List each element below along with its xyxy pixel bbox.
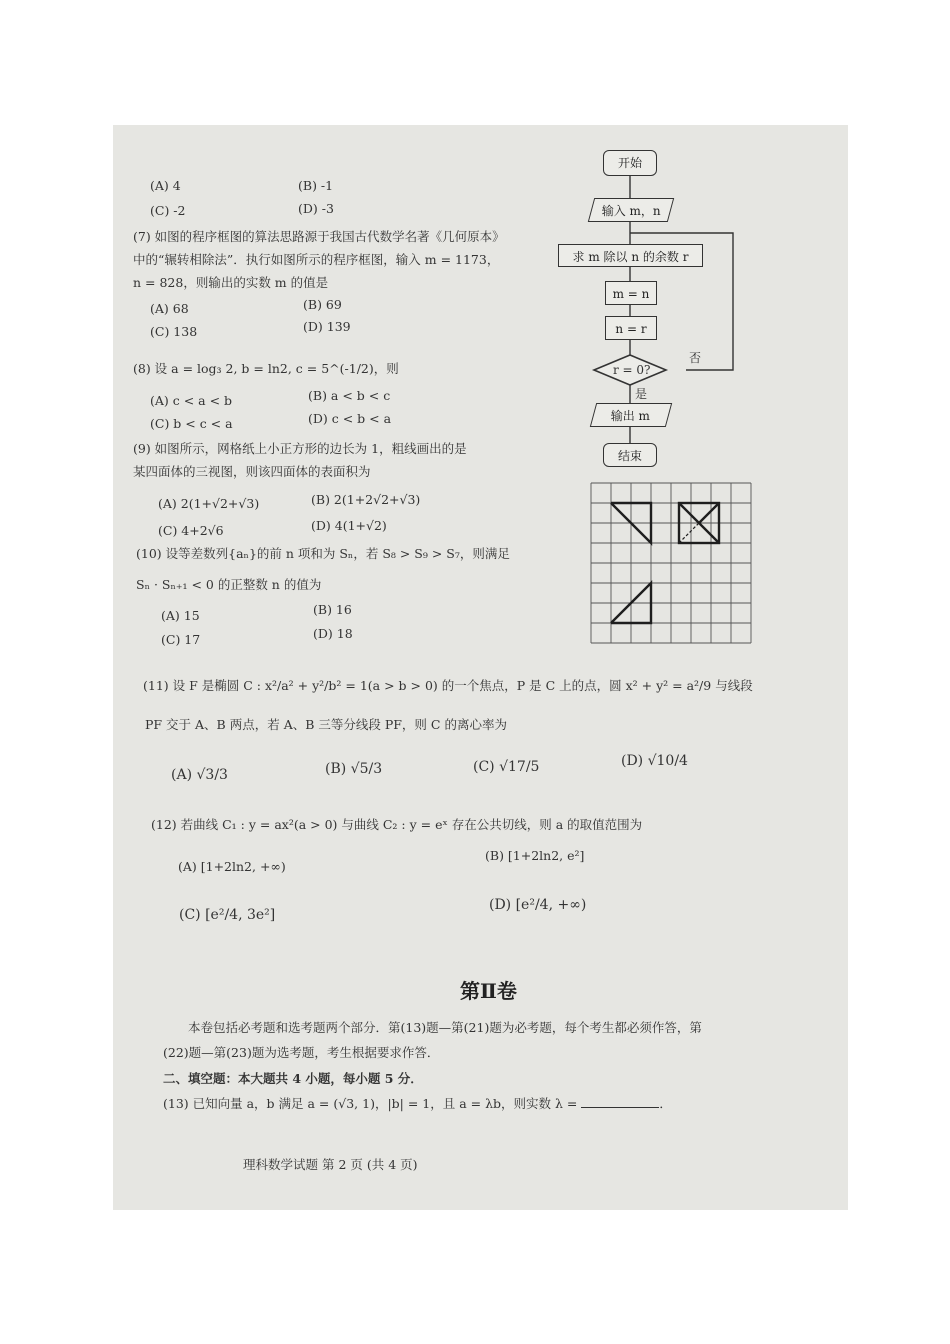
- q11-option-b: (B) √5/3: [325, 761, 383, 777]
- q12-stem: (12) 若曲线 C₁ : y = ax²(a > 0) 与曲线 C₂ : y = eˣ 存在公共切线，则 a 的取值范围为: [151, 817, 643, 832]
- q8-option-c: (C) b < c < a: [150, 416, 233, 431]
- q10-option-b: (B) 16: [313, 602, 352, 617]
- q12-option-a: (A) [1+2ln2, +∞): [178, 859, 286, 874]
- flow-assign-n: n = r: [605, 316, 657, 340]
- flow-assign-m: m = n: [605, 281, 657, 305]
- q8-stem: (8) 设 a = log₃ 2, b = ln2, c = 5^(-1/2)，则: [133, 361, 399, 376]
- q6-option-b: (B) -1: [298, 178, 334, 193]
- flow-output: 输出 m: [590, 403, 672, 427]
- q13-stem: (13) 已知向量 a，b 满足 a = (√3, 1)，|b| = 1，且 a = λb，则实数 λ = ．: [163, 1096, 672, 1111]
- flowchart-connectors: [113, 125, 848, 465]
- q12-option-d: (D) [e²/4, +∞): [489, 897, 587, 913]
- q7-line-2: 中的“辗转相除法”．执行如图所示的程序框图，输入 m = 1173，: [133, 252, 500, 267]
- q7-option-d: (D) 139: [303, 319, 351, 334]
- q10-line-1: (10) 设等差数列{aₙ}的前 n 项和为 Sₙ，若 S₈ > S₉ > S₇，则满足: [136, 546, 510, 561]
- q6-option-d: (D) -3: [298, 201, 334, 216]
- q12-option-b: (B) [1+2ln2, e²]: [485, 848, 585, 863]
- flow-remainder: 求 m 除以 n 的余数 r: [558, 244, 703, 267]
- q10-option-d: (D) 18: [313, 626, 353, 641]
- q11-line-1: (11) 设 F 是椭圆 C : x²/a² + y²/b² = 1(a > b > 0) 的一个焦点，P 是 C 上的点，圆 x² + y² = a²/9 与线段: [143, 678, 753, 693]
- q10-option-a: (A) 15: [161, 608, 200, 623]
- section-title: 第Ⅱ卷: [460, 979, 517, 1003]
- flow-yes-label: 是: [635, 387, 648, 401]
- flow-condition: r = 0?: [613, 363, 651, 377]
- q13-text: (13) 已知向量 a，b 满足 a = (√3, 1)，|b| = 1，且 a = λb，则实数 λ =: [163, 1096, 578, 1111]
- exam-page: [113, 125, 848, 1210]
- q7-option-a: (A) 68: [150, 301, 189, 316]
- section-intro-1: 本卷包括必考题和选考题两个部分．第(13)题—第(21)题为必考题，每个考生都必须作答，第: [188, 1020, 702, 1035]
- q8-option-b: (B) a < b < c: [308, 388, 391, 403]
- q11-option-d: (D) √10/4: [621, 753, 688, 769]
- page-footer: 理科数学试题 第 2 页 (共 4 页): [243, 1157, 418, 1172]
- q11-option-c: (C) √17/5: [473, 759, 540, 775]
- q9-option-d: (D) 4(1+√2): [311, 518, 387, 533]
- q9-line-2: 某四面体的三视图，则该四面体的表面积为: [133, 464, 371, 479]
- q8-option-a: (A) c < a < b: [150, 393, 233, 408]
- flow-start: 开始: [603, 150, 657, 176]
- q6-option-c: (C) -2: [150, 203, 186, 218]
- flow-end: 结束: [603, 443, 657, 467]
- q9-option-b: (B) 2(1+2√2+√3): [311, 492, 421, 507]
- three-view-diagram: [591, 483, 751, 643]
- q6-option-a: (A) 4: [150, 178, 181, 193]
- flow-no-label: 否: [689, 351, 702, 365]
- q9-option-c: (C) 4+2√6: [158, 523, 224, 538]
- q12-option-c: (C) [e²/4, 3e²]: [179, 907, 276, 923]
- q7-option-c: (C) 138: [150, 324, 198, 339]
- q8-option-d: (D) c < b < a: [308, 411, 392, 426]
- q13-answer-blank: [581, 1095, 659, 1108]
- q10-option-c: (C) 17: [161, 632, 201, 647]
- q9-option-a: (A) 2(1+√2+√3): [158, 496, 260, 511]
- fill-in-heading: 二、填空题：本大题共 4 小题，每小题 5 分．: [163, 1071, 423, 1086]
- q10-line-2: Sₙ · Sₙ₊₁ < 0 的正整数 n 的值为: [136, 577, 322, 592]
- section-intro-2: (22)题—第(23)题为选考题，考生根据要求作答．: [163, 1045, 440, 1060]
- q7-option-b: (B) 69: [303, 297, 342, 312]
- q11-line-2: PF 交于 A、B 两点，若 A、B 三等分线段 PF，则 C 的离心率为: [145, 717, 507, 732]
- q11-option-a: (A) √3/3: [171, 767, 228, 783]
- q7-line-3: n = 828，则输出的实数 m 的值是: [133, 275, 329, 290]
- flow-input: 输入 m，n: [588, 198, 674, 222]
- q7-line-1: (7) 如图的程序框图的算法思路源于我国古代数学名著《几何原本》: [133, 229, 505, 244]
- q9-line-1: (9) 如图所示，网格纸上小正方形的边长为 1，粗线画出的是: [133, 441, 467, 456]
